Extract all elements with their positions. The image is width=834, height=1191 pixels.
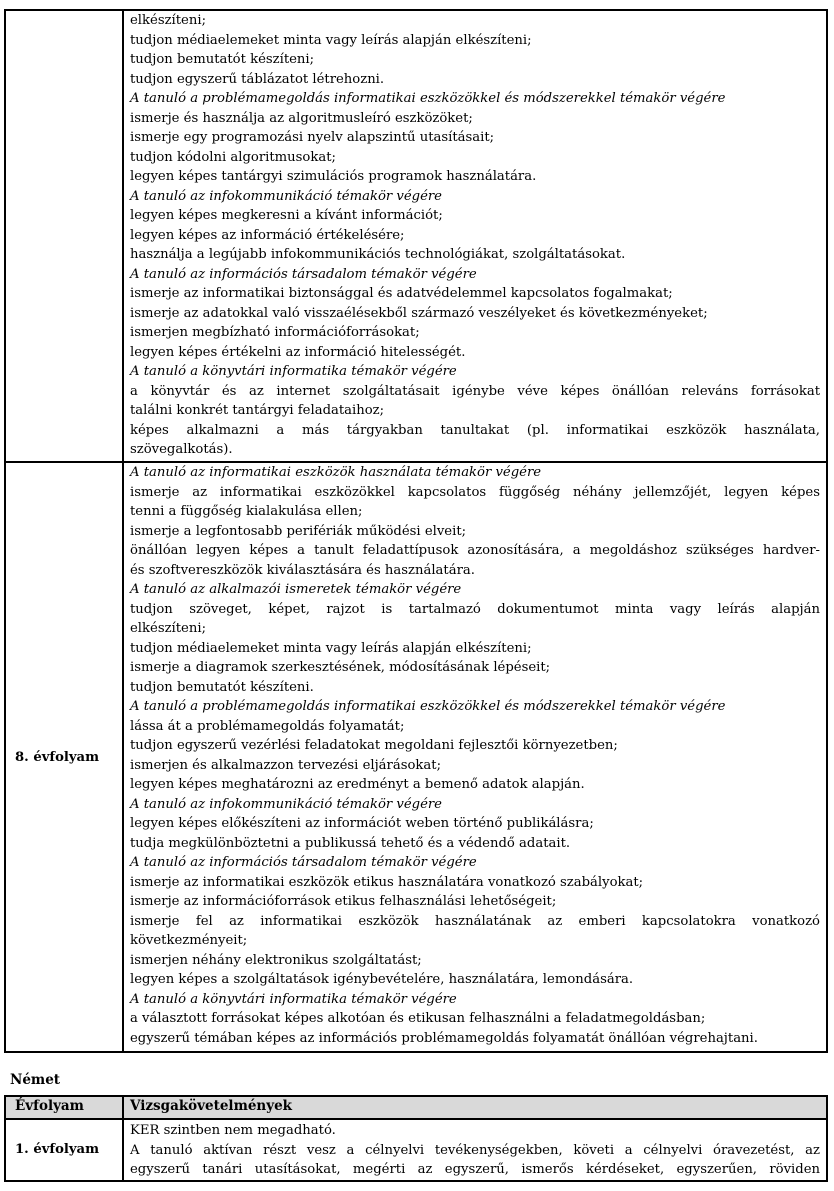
requirements-cell <box>123 462 827 1052</box>
requirements-table-informatika <box>4 9 828 1053</box>
requirement-line: használja a legújabb infokommunikációs technológiákat, szolgáltatásokat. <box>130 247 626 262</box>
topic-heading: A tanuló a problémamegoldás informatikai eszközökkel és módszerekkel témakör végére <box>130 91 726 106</box>
table-row <box>5 1119 827 1181</box>
requirement-line: legyen képes megkeresni a kívánt információt; <box>130 208 443 223</box>
requirement-line: ismerje a legfontosabb perifériák működési elveit; <box>130 523 467 539</box>
requirement-line: tudjon médiaelemeket minta vagy leírás alapján elkészíteni; <box>130 640 532 656</box>
requirement-line: legyen képes előkészíteni az információt weben történő publikálásra; <box>130 816 594 831</box>
topic-heading: A tanuló az infokommunikáció témakör végére <box>130 188 442 204</box>
topic-heading: A tanuló a könyvtári informatika témakör végére <box>130 364 457 379</box>
requirement-line: legyen képes meghatározni az eredményt a bemenő adatok alapján. <box>130 777 585 792</box>
section-title: Német <box>10 1072 61 1088</box>
topic-heading: A tanuló a problémamegoldás informatikai eszközökkel és módszerekkel témakör végére <box>130 699 726 714</box>
grade-cell: 1. évfolyam <box>5 1119 123 1181</box>
requirement-line: tudjon szöveget, képet, rajzot is tartalmazó dokumentumot minta vagy leírás alapján <box>130 601 820 617</box>
requirement-line: képes alkalmazni a más tárgyakban tanultakat (pl. informatikai eszközök használata, <box>130 422 820 438</box>
requirement-line: ismerje a diagramok szerkesztésének, módosításának lépéseit; <box>130 660 551 675</box>
requirement-line: a könyvtár és az internet szolgáltatásait igénybe véve képes önállóan releváns forrásokat <box>130 383 820 399</box>
column-header-requirements: Vizsgakövetelmények <box>123 1096 827 1119</box>
requirement-line: ismerjen néhány elektronikus szolgáltatást; <box>130 952 422 968</box>
requirement-line: ismerje az informatikai eszközök etikus használatára vonatkozó szabályokat; <box>130 874 644 890</box>
requirement-line: találni konkrét tantárgyi feladataihoz; <box>130 403 385 418</box>
requirement-line: ismerjen megbízható információforrásokat; <box>130 325 420 340</box>
requirement-line: legyen képes a szolgáltatások igénybevételére, használatára, lemondására. <box>130 972 634 987</box>
requirement-line: elkészíteni; <box>130 621 207 636</box>
requirement-line: és szoftvereszközök kiválasztására és használatára. <box>130 562 475 578</box>
requirement-line: legyen képes az információ értékelésére; <box>130 227 405 243</box>
requirement-line: ismerje az informatikai eszközökkel kapcsolatos függőség néhány jellemzőjét, legyen képes <box>130 484 820 500</box>
requirement-line: ismerje az adatokkal való visszaélésekből származó veszélyeket és következményeket; <box>130 305 708 321</box>
requirement-line: tudja megkülönböztetni a publikussá tehető és a védendő adatait. <box>130 835 571 851</box>
table-row <box>5 462 827 1052</box>
topic-heading: A tanuló az informatikai eszközök használata témakör végére <box>130 465 542 480</box>
topic-heading: A tanuló az információs társadalom témakör végére <box>130 855 477 870</box>
table-row <box>5 10 827 462</box>
requirement-line: tudjon bemutatót készíteni; <box>130 52 315 67</box>
column-header-grade: Évfolyam <box>5 1096 123 1119</box>
requirement-line: ismerje az informatikai biztonsággal és adatvédelemmel kapcsolatos fogalmakat; <box>130 286 673 301</box>
requirement-line: ismerjen és alkalmazzon tervezési eljárásokat; <box>130 757 442 773</box>
requirement-line: lássa át a problémamegoldás folyamatát; <box>130 718 405 734</box>
requirement-line: KER szintben nem megadható. <box>130 1123 336 1138</box>
requirement-line: ismerje az információforrások etikus felhasználási lehetőségeit; <box>130 894 557 909</box>
requirement-line: ismerje egy programozási nyelv alapszintű utasításait; <box>130 130 495 145</box>
requirement-line: legyen képes értékelni az információ hitelességét. <box>130 344 466 360</box>
requirement-line: önállóan legyen képes a tanult feladattípusok azonosítására, a megoldáshoz szükséges hardver- <box>130 543 820 558</box>
requirement-line: egyszerű témában képes az információs problémamegoldás folyamatát önállóan végrehajtani. <box>130 1030 758 1046</box>
topic-heading: A tanuló az alkalmazói ismeretek témakör végére <box>130 582 462 597</box>
grade-cell: 8. évfolyam <box>5 462 123 1052</box>
requirement-line: tudjon egyszerű táblázatot létrehozni. <box>130 71 385 87</box>
requirement-line: egyszerű tanári utasításokat, megérti az egyszerű, ismerős kérdéseket, egyszerűen, röviden <box>130 1162 820 1177</box>
requirement-line: következményeit; <box>130 933 248 948</box>
requirement-line: elkészíteni; <box>130 13 207 28</box>
requirement-line: tudjon egyszerű vezérlési feladatokat megoldani fejlesztői környezetben; <box>130 738 618 753</box>
topic-heading: A tanuló a könyvtári informatika témakör végére <box>130 991 457 1007</box>
requirement-line: tudjon kódolni algoritmusokat; <box>130 149 336 165</box>
requirements-table-nemet <box>4 1095 828 1182</box>
requirement-line: tudjon bemutatót készíteni. <box>130 679 314 695</box>
table-header-row <box>5 1096 827 1119</box>
grade-cell <box>5 10 123 462</box>
topic-heading: A tanuló az infokommunikáció témakör végére <box>130 796 442 812</box>
requirement-line: szövegalkotás). <box>130 442 233 457</box>
topic-heading: A tanuló az információs társadalom témakör végére <box>130 266 477 282</box>
requirement-line: ismerje fel az informatikai eszközök használatának az emberi kapcsolatokra vonatkozó <box>130 913 820 929</box>
requirement-line: tenni a függőség kialakulása ellen; <box>130 504 363 519</box>
requirement-line: tudjon médiaelemeket minta vagy leírás alapján elkészíteni; <box>130 32 532 48</box>
requirement-line: legyen képes tantárgyi szimulációs programok használatára. <box>130 169 537 184</box>
requirement-line: ismerje és használja az algoritmusleíró eszközöket; <box>130 110 473 126</box>
requirements-cell <box>123 10 827 462</box>
requirements-cell <box>123 1119 827 1181</box>
requirement-line: a választott forrásokat képes alkotóan és etikusan felhasználni a feladatmegoldásban; <box>130 1011 706 1026</box>
requirement-line: A tanuló aktívan részt vesz a célnyelvi tevékenységekben, követi a célnyelvi óravezetést, az <box>130 1142 820 1158</box>
